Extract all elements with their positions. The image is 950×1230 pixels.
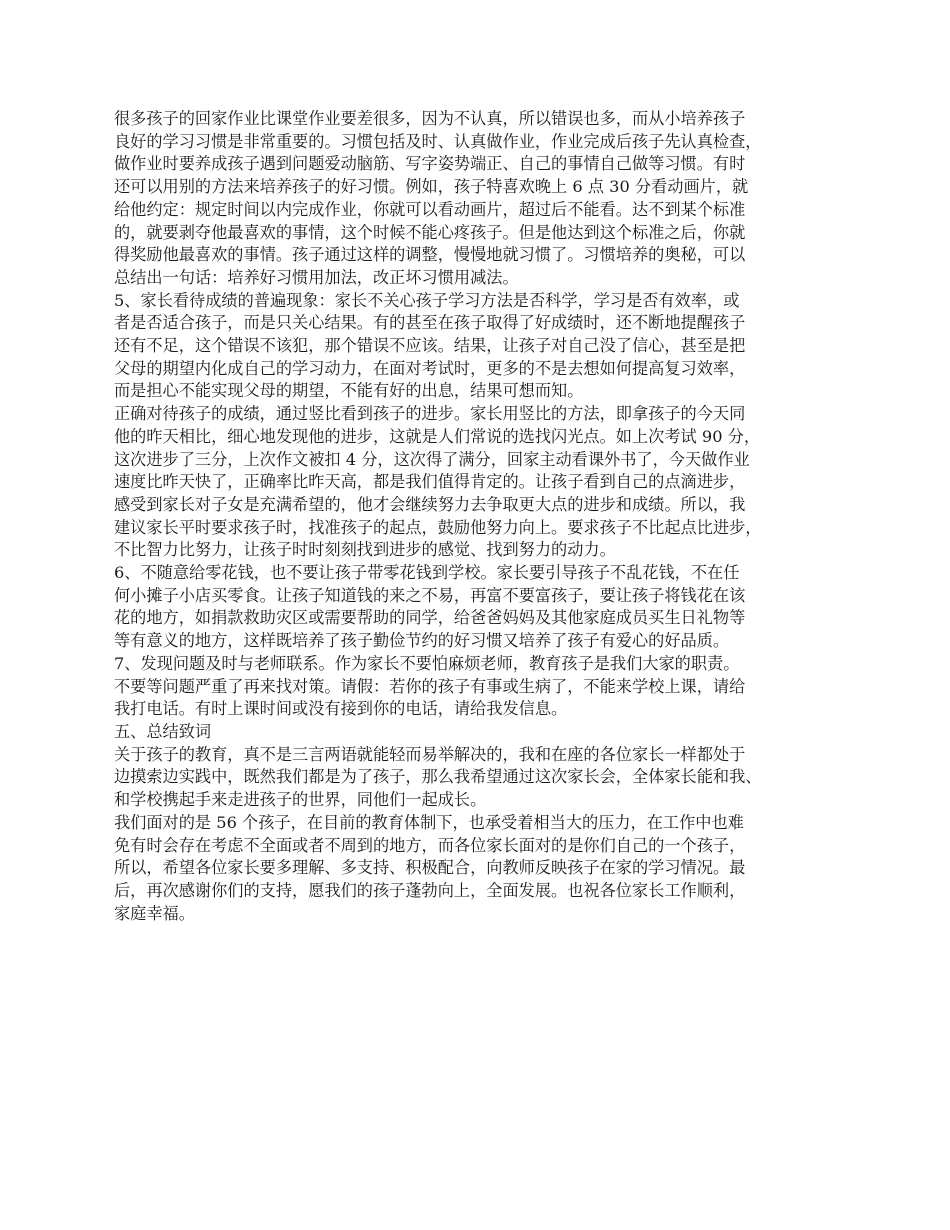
paragraph-pocket-money: 6、不随意给零花钱，也不要让孩子带零花钱到学校。家长要引导孩子不乱花钱，不在任 何小摊子小店买零食。让孩子知道钱的来之不易，再富不要富孩子，要让孩子将钱花在该 花的地方，如捐款救助灾区或需要帮助的同学，给爸爸妈妈及其他家庭成员买生日礼物等 等有意义的地方，这样既培养了孩子勤俭节约的好习惯又培养了孩子有爱心的好品质。 (114, 563, 746, 651)
paragraph-treat-grades: 正确对待孩子的成绩，通过竖比看到孩子的进步。家长用竖比的方法，即拿孩子的今天同 他的昨天相比，细心地发现他的进步，这就是人们常说的选找闪光点。如上次考试 90 分， 这次进步了三分，上次作文被扣 4 分，这次得了满分，回家主动看课外书了，今天做作业 速度比昨天快了，正确率比昨天高，都是我们值得肯定的。让孩子看到自己的点滴进步， 感受到家长对子女是充满希望的，他才会继续努力去争取更大点的进步和成绩。所以，我 建议家长平时要求孩子时，找准孩子的起点，鼓励他努力向上。要求孩子不比起点比进步， 不比智力比努力，让孩子时时刻刻找到进步的感觉、找到努力的动力。 (114, 404, 762, 560)
document-body (114, 108, 854, 925)
section-heading-summary: 五、总结致词 (114, 721, 212, 741)
paragraph-contact-teacher: 7、发现问题及时与老师联系。作为家长不要怕麻烦老师，教育孩子是我们大家的职责。 不要等问题严重了再来找对策。请假：若你的孩子有事或生病了，不能来学校上课，请给 我打电话。有时上课时间或没有接到你的电话，请给我发信息。 (114, 653, 746, 719)
paragraph-closing-2: 我们面对的是 56 个孩子，在目前的教育体制下，也承受着相当大的压力，在工作中也难 免有时会存在考虑不全面或者不周到的地方，而各位家长面对的是你们自己的一个孩子， 所以，希望各位家长要多理解、多支持、积极配合，向教师反映孩子在家的学习情况。最 后，再次感谢你们的支持，愿我们的孩子蓬勃向上，全面发展。也祝各位家长工作顺利， 家庭幸福。 (114, 812, 746, 923)
paragraph-closing-1: 关于孩子的教育，真不是三言两语就能轻而易举解决的，我和在座的各位家长一样都处于 边摸索边实践中，既然我们都是为了孩子，那么我希望通过这次家长会，全体家长能和我、 和学校携起手来走进孩子的世界，同他们一起成长。 (114, 744, 762, 810)
paragraph-homework-habits: 很多孩子的回家作业比课堂作业要差很多，因为不认真，所以错误也多，而从小培养孩子 良好的学习习惯是非常重要的。习惯包括及时、认真做作业，作业完成后孩子先认真检查， 做作业时要养成孩子遇到问题爱动脑筋、写字姿势端正、自己的事情自己做等习惯。有时 还可以用别的方法来培养孩子的好习惯。例如，孩子特喜欢晚上 6 点 30 分看动画片，就 给他约定：规定时间以内完成作业，你就可以看动画片，超过后不能看。达不到某个标准 的，就要剥夺他最喜欢的事情，这个时候不能心疼孩子。但是他达到这个标准之后，你就 得奖励他最喜欢的事情。孩子通过这样的调整，慢慢地就习惯了。习惯培养的奥秘，可以 总结出一句话：培养好习惯用加法，改正坏习惯用减法。 (114, 109, 762, 287)
paragraph-grades-phenomenon: 5、家长看待成绩的普遍现象：家长不关心孩子学习方法是否科学，学习是否有效率，或 者是否适合孩子，而是只关心结果。有的甚至在孩子取得了好成绩时，还不断地提醒孩子 还有不足，这个错误不该犯，那个错误不应该。结果，让孩子对自己没了信心，甚至是把 父母的期望内化成自己的学习动力，在面对考试时，更多的不是去想如何提高复习效率， 而是担心不能实现父母的期望，不能有好的出息，结果可想而知。 (114, 290, 746, 401)
